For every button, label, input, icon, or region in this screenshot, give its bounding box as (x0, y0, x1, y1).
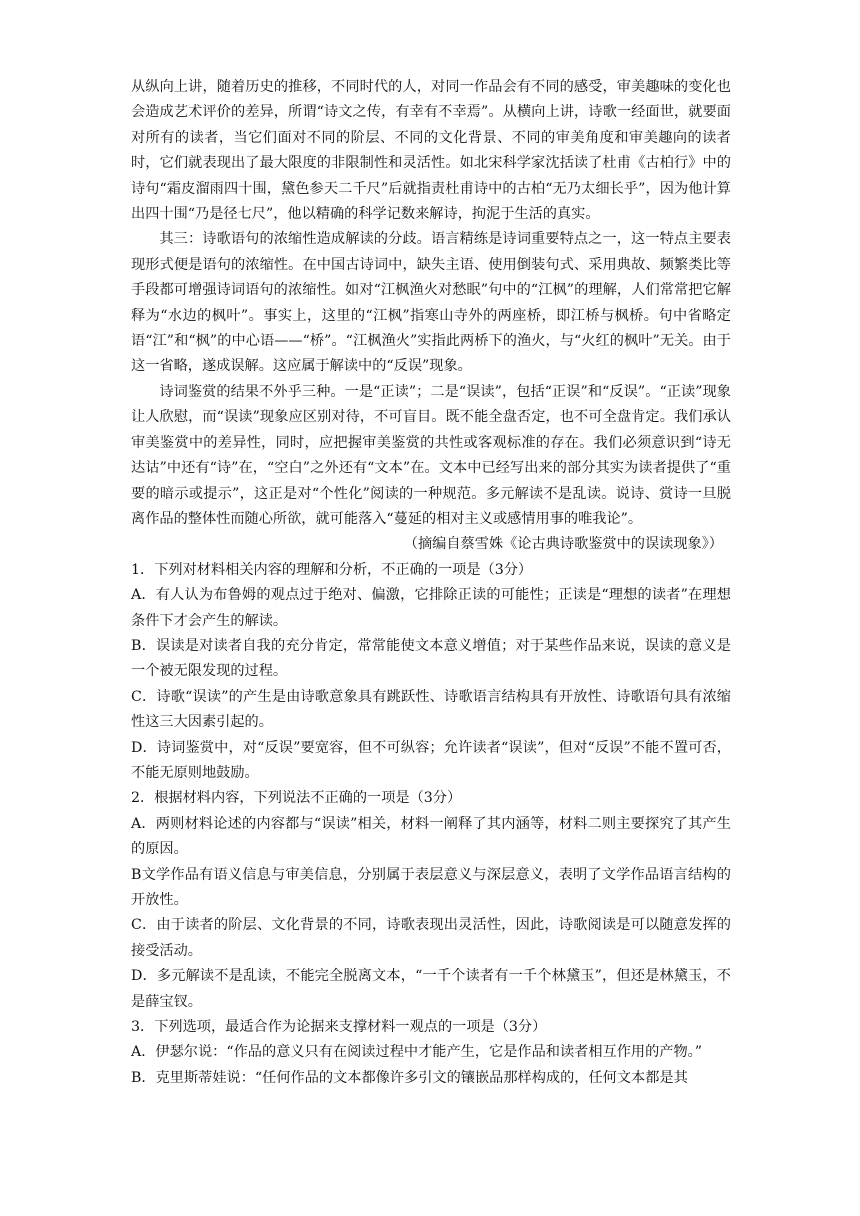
document-page (131, 75, 731, 1091)
option-d: D．多元解读不是乱读，不能完全脱离文本，“一千个读者有一千个林黛玉”，但还是林黛玉，不是薛宝钗。 (131, 968, 731, 1010)
option-a: A．有人认为布鲁姆的观点过于绝对、偏激，它排除正读的可能性；正读是“理想的读者”在理想条件下才会产生的解读。 (131, 587, 731, 629)
option-a: A．两则材料论述的内容都与“误读”相关，材料一阐释了其内涵等，材料二则主要探究了其产生的原因。 (131, 815, 731, 858)
option-c: C．由于读者的阶层、文化背景的不同，诗歌表现出灵活性，因此，诗歌阅读是可以随意发挥的接受活动。 (131, 917, 731, 959)
option-b: B．误读是对读者自我的充分肯定，常常能使文本意义增值；对于某些作品来说，误读的意义是一个被无限发现的过程。 (131, 637, 731, 680)
question-1 (131, 558, 731, 787)
paragraph-1: 从纵向上讲，随着历史的推移，不同时代的人，对同一作品会有不同的感受，审美趣味的变化也会造成艺术评价的差异，所谓“诗文之传，有幸有不幸焉”。从横向上讲，诗歌一经面世，就要面对所有的读者，当它们面对不同的阶层、不同的文化背景、不同的审美角度和审美趣向的读者时，它们就表现出了最大限度的非限制性和灵活性。如北宋科学家沈括读了杜甫《古柏行》中的诗句“霜皮溜雨四十围，黛色参天二千尺”后就指责杜甫诗中的古柏“无乃太细长乎”，因为他计算出四十围“乃是径七尺”，他以精确的科学记数来解诗，拘泥于生活的真实。 (131, 79, 731, 223)
question-2 (131, 786, 731, 1015)
question-stem: 1．下列对材料相关内容的理解和分析，不正确的一项是（3分） (131, 561, 533, 578)
source-citation: （摘编自蔡雪姝《论古典诗歌鉴赏中的误读现象》） (403, 536, 723, 553)
option-a: A．伊瑟尔说：“作品的意义只有在阅读过程中才能产生，它是作品和读者相互作用的产物。” (131, 1044, 702, 1061)
question-stem: 2．根据材料内容，下列说法不正确的一项是（3分） (131, 790, 462, 807)
option-c: C．诗歌“误读”的产生是由诗歌意象具有跳跃性、诗歌语言结构具有开放性、诗歌语句具有浓缩性这三大因素引起的。 (131, 688, 731, 731)
paragraph-3: 诗词鉴赏的结果不外乎三种。一是“正读”；二是“误读”，包括“正误”和“反误”。“正读”现象让人欣慰，而“误读”现象应区别对待，不可盲目。既不能全盘否定，也不可全盘肯定。我们承认审美鉴赏中的差异性，同时，应把握审美鉴赏的共性或客观标准的存在。我们必须意识到“诗无达诂”中还有“诗”在，“空白”之外还有“文本”在。文本中已经写出来的部分其实为读者提供了“重要的暗示或提示”，这正是对“个性化”阅读的一种规范。多元解读不是乱读。说诗、赏诗一旦脱离作品的整体性而随心所欲，就可能落入“蔓延的相对主义或感情用事的唯我论”。 (131, 383, 731, 527)
option-d: D．诗词鉴赏中，对“反误”要宽容，但不可纵容；允许读者“误读”，但对“反误”不能不置可否，不能无原则地鼓励。 (131, 739, 731, 781)
paragraph-2: 其三：诗歌语句的浓缩性造成解读的分歧。语言精练是诗词重要特点之一，这一特点主要表现形式便是语句的浓缩性。在中国古诗词中，缺失主语、使用倒装句式、采用典故、频繁类比等手段都可增强诗词语句的浓缩性。如对“江枫渔火对愁眠”句中的“江枫”的理解，人们常常把它解释为“水边的枫叶”。事实上，这里的“江枫”指寒山寺外的两座桥，即江桥与枫桥。句中省略定语“江”和“枫”的中心语——“桥”。“江枫渔火”实指此两桥下的渔火，与“火红的枫叶”无关。由于这一省略，遂成误解。这应属于解读中的“反误”现象。 (131, 231, 731, 375)
option-b: B文学作品有语义信息与审美信息，分别属于表层意义与深层意义，表明了文学作品语言结构的开放性。 (131, 866, 731, 908)
option-b: B．克里斯蒂娃说：“任何作品的文本都像许多引文的镶嵌品那样构成的，任何文本都是其 (131, 1069, 688, 1086)
question-stem: 3．下列选项，最适合作为论据来支撑材料一观点的一项是（3分） (131, 1019, 547, 1036)
question-3 (131, 1015, 731, 1091)
